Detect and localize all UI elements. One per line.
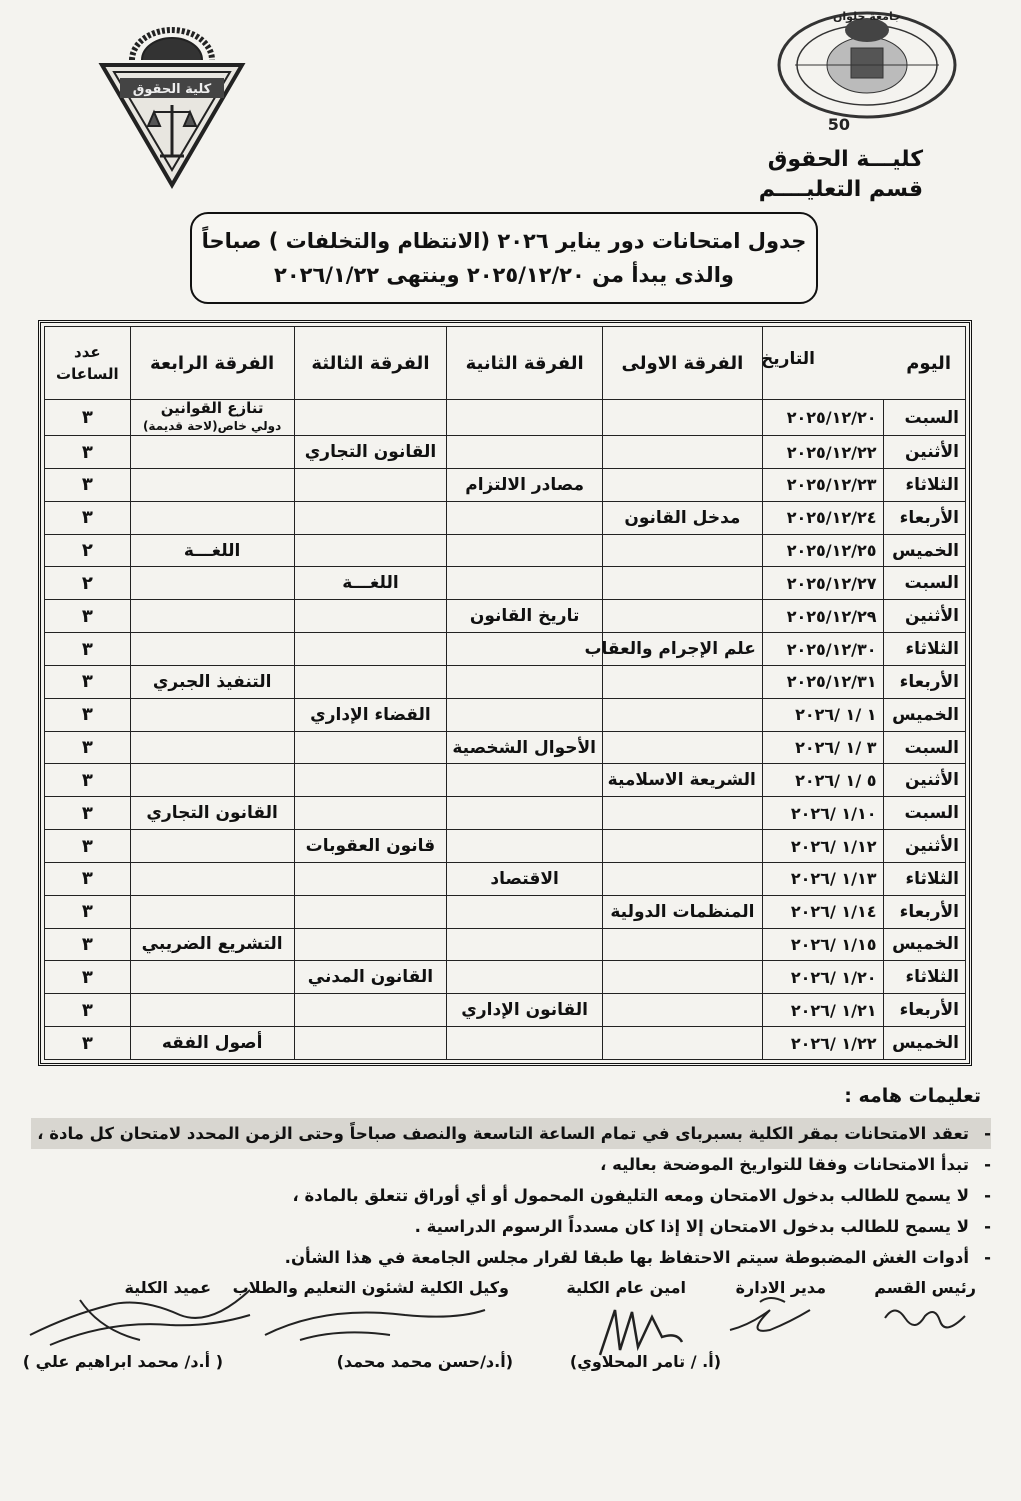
row-hours: ٣ xyxy=(45,797,131,830)
row-year2-subject xyxy=(447,633,603,666)
row-year3-subject xyxy=(294,895,447,928)
table-row xyxy=(45,633,966,666)
row-year1-subject xyxy=(602,961,762,994)
row-year3-subject: القانون المدني xyxy=(294,961,447,994)
svg-text:50: 50 xyxy=(827,115,850,134)
header-hours xyxy=(45,327,131,400)
instruction-item: - تعقد الامتحانات بمقر الكلية بسبرباى في تمام الساعة التاسعة والنصف صباحاً وحتى الزمن المحدد لامتحان كل مادة ، xyxy=(31,1118,991,1149)
row-hours: ٣ xyxy=(45,501,131,534)
row-year1-subject xyxy=(602,928,762,961)
row-hours: ٣ xyxy=(45,928,131,961)
row-year4-subject-note: دولي خاص(لاحة قديمة) xyxy=(142,419,282,434)
row-date: ١/١٤ /٢٠٢٦ xyxy=(762,895,883,928)
table-row xyxy=(45,928,966,961)
row-year2-subject xyxy=(447,961,603,994)
row-year1-subject xyxy=(602,600,762,633)
table-row xyxy=(45,400,966,436)
faculty-heading xyxy=(759,145,923,205)
row-day: الأثنين xyxy=(883,600,966,633)
row-year3-subject xyxy=(294,633,447,666)
row-hours: ٣ xyxy=(45,633,131,666)
row-hours: ٣ xyxy=(45,436,131,469)
row-date: ٢٠٢٥/١٢/٢٤ xyxy=(762,501,883,534)
header-year2: الفرقة الثانية xyxy=(447,327,603,400)
row-hours: ٣ xyxy=(45,1027,131,1060)
row-year4-subject xyxy=(130,994,294,1027)
row-year3-subject: القضاء الإداري xyxy=(294,698,447,731)
row-year1-subject xyxy=(602,862,762,895)
svg-text:جامعة حلوان: جامعة حلوان xyxy=(832,10,902,23)
row-year1-subject xyxy=(602,994,762,1027)
row-year2-subject xyxy=(447,895,603,928)
table-row xyxy=(45,534,966,567)
row-year2-subject xyxy=(447,436,603,469)
row-hours: ٢ xyxy=(45,567,131,600)
table-row xyxy=(45,468,966,501)
row-year1-subject xyxy=(602,830,762,863)
row-year1-subject xyxy=(602,1027,762,1060)
header-hours-line1: عدد xyxy=(74,343,101,361)
table-row xyxy=(45,665,966,698)
row-year2-subject xyxy=(447,698,603,731)
row-hours: ٣ xyxy=(45,830,131,863)
row-year4-subject: اللغـــة xyxy=(130,534,294,567)
row-date: ٣ /١ /٢٠٢٦ xyxy=(762,731,883,764)
table-row xyxy=(45,698,966,731)
row-year1-subject xyxy=(602,400,762,436)
row-date: ١/١٠ /٢٠٢٦ xyxy=(762,797,883,830)
row-year2-subject: مصادر الالتزام xyxy=(447,468,603,501)
row-year2-subject xyxy=(447,764,603,797)
row-date: ١/٢١ /٢٠٢٦ xyxy=(762,994,883,1027)
row-year4-subject xyxy=(130,764,294,797)
row-date: ١/١٣ /٢٠٢٦ xyxy=(762,862,883,895)
row-date: ١/٢٢ /٢٠٢٦ xyxy=(762,1027,883,1060)
sig-vice-dean: وكيل الكلية لشئون التعليم والطلاب xyxy=(232,1278,509,1297)
row-year1-subject: مدخل القانون xyxy=(602,501,762,534)
row-day: الأربعاء xyxy=(883,895,966,928)
table-row xyxy=(45,1027,966,1060)
header-year1: الفرقة الاولى xyxy=(602,327,762,400)
row-day: الأربعاء xyxy=(883,501,966,534)
row-date: ١/١٥ /٢٠٢٦ xyxy=(762,928,883,961)
row-date: ١/٢٠ /٢٠٢٦ xyxy=(762,961,883,994)
row-year1-subject xyxy=(602,534,762,567)
header-day: اليوم xyxy=(906,353,951,374)
row-date: ٢٠٢٥/١٢/٣٠ xyxy=(762,633,883,666)
sig-dean: عميد الكلية xyxy=(124,1278,211,1297)
row-year3-subject xyxy=(294,400,447,436)
row-day: السبت xyxy=(883,567,966,600)
table-row xyxy=(45,436,966,469)
row-year3-subject: اللغـــة xyxy=(294,567,447,600)
row-year1-subject: الشريعة الاسلامية xyxy=(602,764,762,797)
table-row xyxy=(45,600,966,633)
row-date: ٢٠٢٥/١٢/٢٠ xyxy=(762,400,883,436)
header-year4: الفرقة الرابعة xyxy=(130,327,294,400)
department-name: قسم التعليــــم xyxy=(758,177,923,202)
vice-dean-name: (أ.د/حسن محمد محمد) xyxy=(336,1352,513,1371)
row-year3-subject: قانون العقوبات xyxy=(294,830,447,863)
row-year4-subject xyxy=(130,633,294,666)
day-date-header xyxy=(762,327,965,400)
row-year2-subject xyxy=(447,1027,603,1060)
signature-scribble-icon xyxy=(590,1300,690,1360)
row-year1-subject xyxy=(602,665,762,698)
row-hours: ٣ xyxy=(45,665,131,698)
row-day: السبت xyxy=(883,797,966,830)
instruction-item: - لا يسمح للطالب بدخول الامتحان ومعه التليفون المحمول أو أي أوراق تتعلق بالمادة ، xyxy=(31,1180,991,1211)
row-year1-subject xyxy=(602,731,762,764)
row-year4-subject: القانون التجاري xyxy=(130,797,294,830)
row-year2-subject xyxy=(447,567,603,600)
row-date: ٢٠٢٥/١٢/٣١ xyxy=(762,665,883,698)
row-day: الثلاثاء xyxy=(883,961,966,994)
row-year4-subject xyxy=(130,501,294,534)
row-date: ٢٠٢٥/١٢/٢٩ xyxy=(762,600,883,633)
secretary-name: (أ. / تامر المحلاوي) xyxy=(569,1352,721,1371)
row-day: الخميس xyxy=(883,1027,966,1060)
sig-secretary-general: امين عام الكلية xyxy=(566,1278,686,1297)
table-row xyxy=(45,862,966,895)
row-year3-subject xyxy=(294,928,447,961)
row-hours: ٣ xyxy=(45,400,131,436)
signature-scribble-icon xyxy=(260,1300,490,1350)
row-year1-subject: المنظمات الدولية xyxy=(602,895,762,928)
row-year4-subject xyxy=(130,731,294,764)
row-date: ٢٠٢٥/١٢/٢٣ xyxy=(762,468,883,501)
row-year4-subject-main: تنازع القوانين xyxy=(160,399,264,418)
row-year4-subject: أصول الفقه xyxy=(130,1027,294,1060)
table-row xyxy=(45,764,966,797)
row-year2-subject xyxy=(447,830,603,863)
row-hours: ٣ xyxy=(45,862,131,895)
row-day: الخميس xyxy=(883,534,966,567)
row-hours: ٣ xyxy=(45,764,131,797)
header-date: التاريخ xyxy=(761,349,815,369)
row-year2-subject: تاريخ القانون xyxy=(447,600,603,633)
instructions-list xyxy=(31,1118,991,1273)
row-year3-subject xyxy=(294,534,447,567)
title-line-1: جدول امتحانات دور يناير ٢٠٢٦ (الانتظام والتخلفات ) صباحاً xyxy=(201,229,807,253)
row-year3-subject xyxy=(294,764,447,797)
row-year2-subject xyxy=(447,928,603,961)
table-row xyxy=(45,961,966,994)
row-day: السبت xyxy=(883,731,966,764)
exam-schedule-table xyxy=(38,320,972,1066)
row-year3-subject: القانون التجاري xyxy=(294,436,447,469)
table-row xyxy=(45,994,966,1027)
row-year4-subject xyxy=(130,961,294,994)
university-seal xyxy=(755,0,965,140)
row-hours: ٣ xyxy=(45,698,131,731)
row-year4-subject xyxy=(130,468,294,501)
table-row xyxy=(45,567,966,600)
row-year4-subject xyxy=(130,400,294,436)
row-date: ٢٠٢٥/١٢/٢٧ xyxy=(762,567,883,600)
schedule-title xyxy=(190,212,818,304)
row-date: ٥ /١ /٢٠٢٦ xyxy=(762,764,883,797)
row-year4-subject xyxy=(130,436,294,469)
instruction-item: - أدوات الغش المضبوطة سيتم الاحتفاظ بها طبقا لقرار مجلس الجامعة في هذا الشأن. xyxy=(31,1242,991,1273)
sig-head-of-department: رئيس القسم xyxy=(874,1278,976,1297)
svg-text:كلية الحقوق: كلية الحقوق xyxy=(132,82,212,97)
row-year3-subject xyxy=(294,731,447,764)
signature-scribble-icon xyxy=(720,1290,820,1340)
row-day: الثلاثاء xyxy=(883,468,966,501)
row-year3-subject xyxy=(294,665,447,698)
row-year3-subject xyxy=(294,501,447,534)
row-hours: ٣ xyxy=(45,961,131,994)
row-hours: ٣ xyxy=(45,600,131,633)
row-hours: ٣ xyxy=(45,468,131,501)
row-year2-subject: الاقتصاد xyxy=(447,862,603,895)
row-year4-subject xyxy=(130,862,294,895)
row-year3-subject xyxy=(294,1027,447,1060)
row-year2-subject xyxy=(447,400,603,436)
row-day: الخميس xyxy=(883,928,966,961)
table-row xyxy=(45,830,966,863)
row-hours: ٢ xyxy=(45,534,131,567)
row-year3-subject xyxy=(294,862,447,895)
row-year3-subject xyxy=(294,797,447,830)
row-year1-subject xyxy=(602,797,762,830)
row-hours: ٣ xyxy=(45,731,131,764)
dean-name: ( أ.د/ محمد ابراهيم علي ) xyxy=(22,1352,223,1371)
row-date: ٢٠٢٥/١٢/٢٢ xyxy=(762,436,883,469)
row-date: ١/١٢ /٢٠٢٦ xyxy=(762,830,883,863)
instruction-item: - لا يسمح للطالب بدخول الامتحان إلا إذا كان مسدداً الرسوم الدراسية . xyxy=(31,1211,991,1242)
row-year2-subject: الأحوال الشخصية xyxy=(447,731,603,764)
faculty-logo xyxy=(92,20,252,190)
instruction-item: - تبدأ الامتحانات وفقا للتواريخ الموضحة بعاليه ، xyxy=(31,1149,991,1180)
table-row xyxy=(45,731,966,764)
row-year1-subject xyxy=(602,567,762,600)
sig-admin-director: مدير الادارة xyxy=(735,1278,826,1297)
row-year4-subject xyxy=(130,830,294,863)
row-day: الأثنين xyxy=(883,830,966,863)
row-day: الثلاثاء xyxy=(883,862,966,895)
row-year4-subject xyxy=(130,600,294,633)
header-year3: الفرقة الثالثة xyxy=(294,327,447,400)
header-hours-line2: الساعات xyxy=(56,365,119,383)
faculty-name: كليـــة الحقوق xyxy=(767,147,923,172)
signature-scribble-icon xyxy=(20,1285,270,1355)
row-day: الأثنين xyxy=(883,764,966,797)
row-day: الثلاثاء xyxy=(883,633,966,666)
row-year3-subject xyxy=(294,468,447,501)
row-year2-subject xyxy=(447,665,603,698)
row-year1-subject xyxy=(602,468,762,501)
row-year1-subject: علم الإجرام والعقاب xyxy=(602,633,762,666)
row-date: ١ /١ /٢٠٢٦ xyxy=(762,698,883,731)
table-row xyxy=(45,501,966,534)
row-year2-subject xyxy=(447,501,603,534)
row-year2-subject xyxy=(447,534,603,567)
row-day: السبت xyxy=(883,400,966,436)
row-year3-subject xyxy=(294,600,447,633)
row-year4-subject xyxy=(130,895,294,928)
row-year4-subject: التشريع الضريبي xyxy=(130,928,294,961)
instructions-title: تعليمات هامه : xyxy=(844,1085,981,1107)
row-year4-subject xyxy=(130,698,294,731)
row-hours: ٣ xyxy=(45,994,131,1027)
row-year2-subject: القانون الإداري xyxy=(447,994,603,1027)
table-row xyxy=(45,797,966,830)
row-day: الخميس xyxy=(883,698,966,731)
row-date: ٢٠٢٥/١٢/٢٥ xyxy=(762,534,883,567)
scales-logo-icon xyxy=(92,20,252,190)
row-day: الأربعاء xyxy=(883,994,966,1027)
row-day: الأربعاء xyxy=(883,665,966,698)
title-line-2: والذى يبدأ من ٢٠٢٥/١٢/٢٠ وينتهى ٢٠٢٦/١/٢٢ xyxy=(274,263,734,287)
row-year4-subject: التنفيذ الجبري xyxy=(130,665,294,698)
table-row xyxy=(45,895,966,928)
row-year1-subject xyxy=(602,698,762,731)
row-year2-subject xyxy=(447,797,603,830)
row-year3-subject xyxy=(294,994,447,1027)
row-day: الأثنين xyxy=(883,436,966,469)
row-year1-subject xyxy=(602,436,762,469)
signature-scribble-icon xyxy=(880,1298,970,1328)
row-year4-subject xyxy=(130,567,294,600)
row-hours: ٣ xyxy=(45,895,131,928)
seal-icon xyxy=(755,0,965,140)
